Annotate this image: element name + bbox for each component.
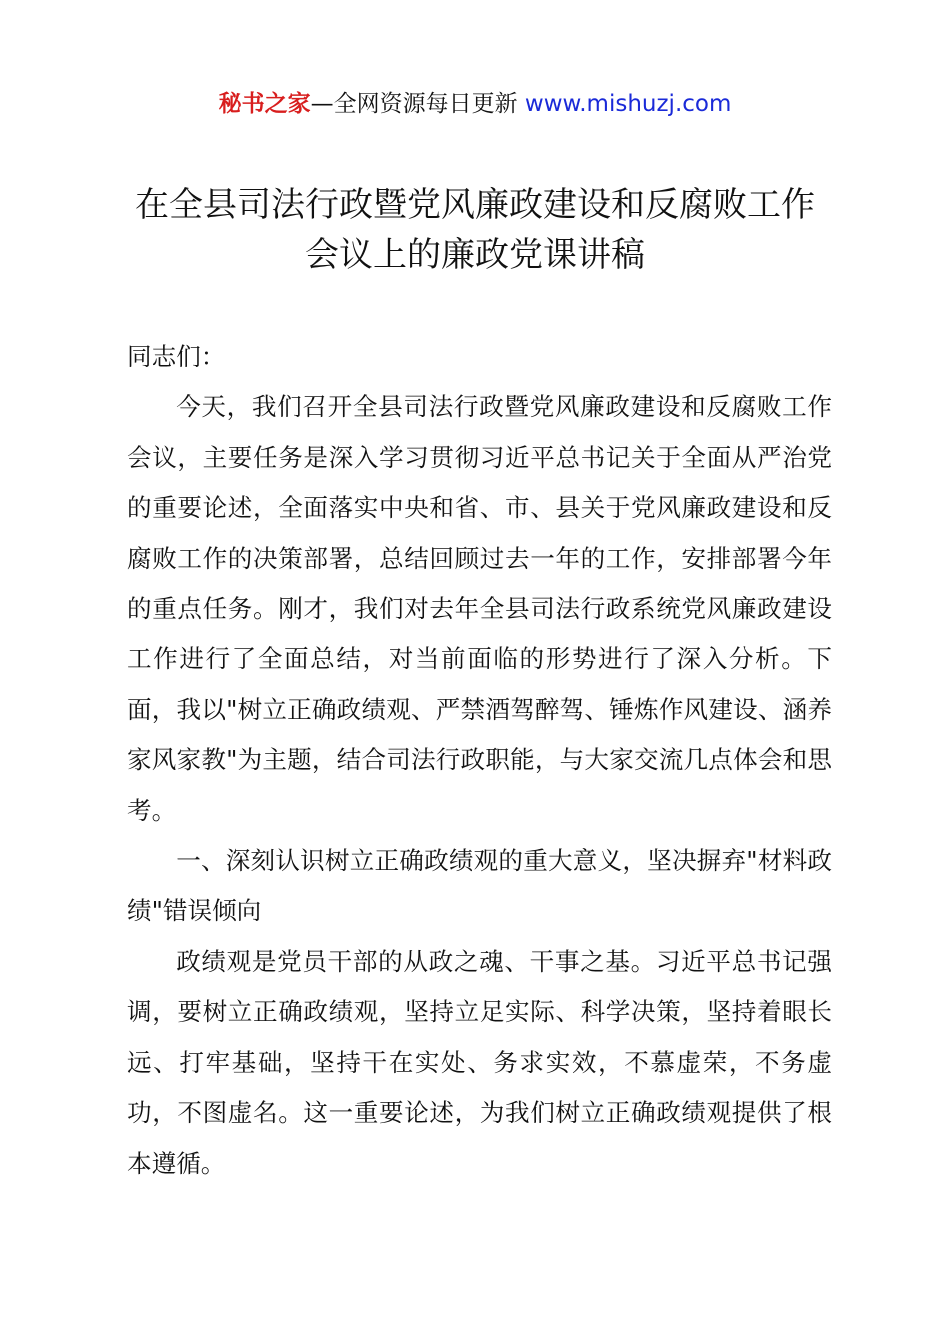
site-header [0,88,950,120]
section-heading-1: 一、深刻认识树立正确政绩观的重大意义，坚决摒弃"材料政绩"错误倾向 [127,846,832,926]
paragraph-intro: 今天，我们召开全县司法行政暨党风廉政建设和反腐败工作会议，主要任务是深入学习贯彻习近平总书记关于全面从严治党的重要论述，全面落实中央和省、市、县关于党风廉政建设和反腐败工作的决策部署，总结回顾过去一年的工作，安排部署今年的重点任务。刚才，我们对去年全县司法行政系统党风廉政建设工作进行了全面总结，对当前面临的形势进行了深入分析。下面，我以"树立正确政绩观、严禁酒驾醉驾、锤炼作风建设、涵养家风家教"为主题，结合司法行政职能，与大家交流几点体会和思考。 [127,392,832,825]
document-title [100,180,850,280]
site-url-link[interactable]: www.mishuzj.com [524,91,732,117]
site-brand: 秘书之家 [218,91,311,117]
document-body [127,332,832,1189]
greeting: 同志们： [127,342,226,371]
document-title-line-1: 在全县司法行政暨党风廉政建设和反腐败工作 [135,185,815,225]
document-title-line-2: 会议上的廉政党课讲稿 [305,235,645,275]
paragraph-section-1: 政绩观是党员干部的从政之魂、干事之基。习近平总书记强调，要树立正确政绩观，坚持立足实际、科学决策，坚持着眼长远、打牢基础，坚持干在实处、务求实效，不慕虚荣，不务虚功，不图虚名。这一重要论述，为我们树立正确政绩观提供了根本遵循。 [127,946,832,1178]
site-tagline: —全网资源每日更新 [310,91,525,117]
